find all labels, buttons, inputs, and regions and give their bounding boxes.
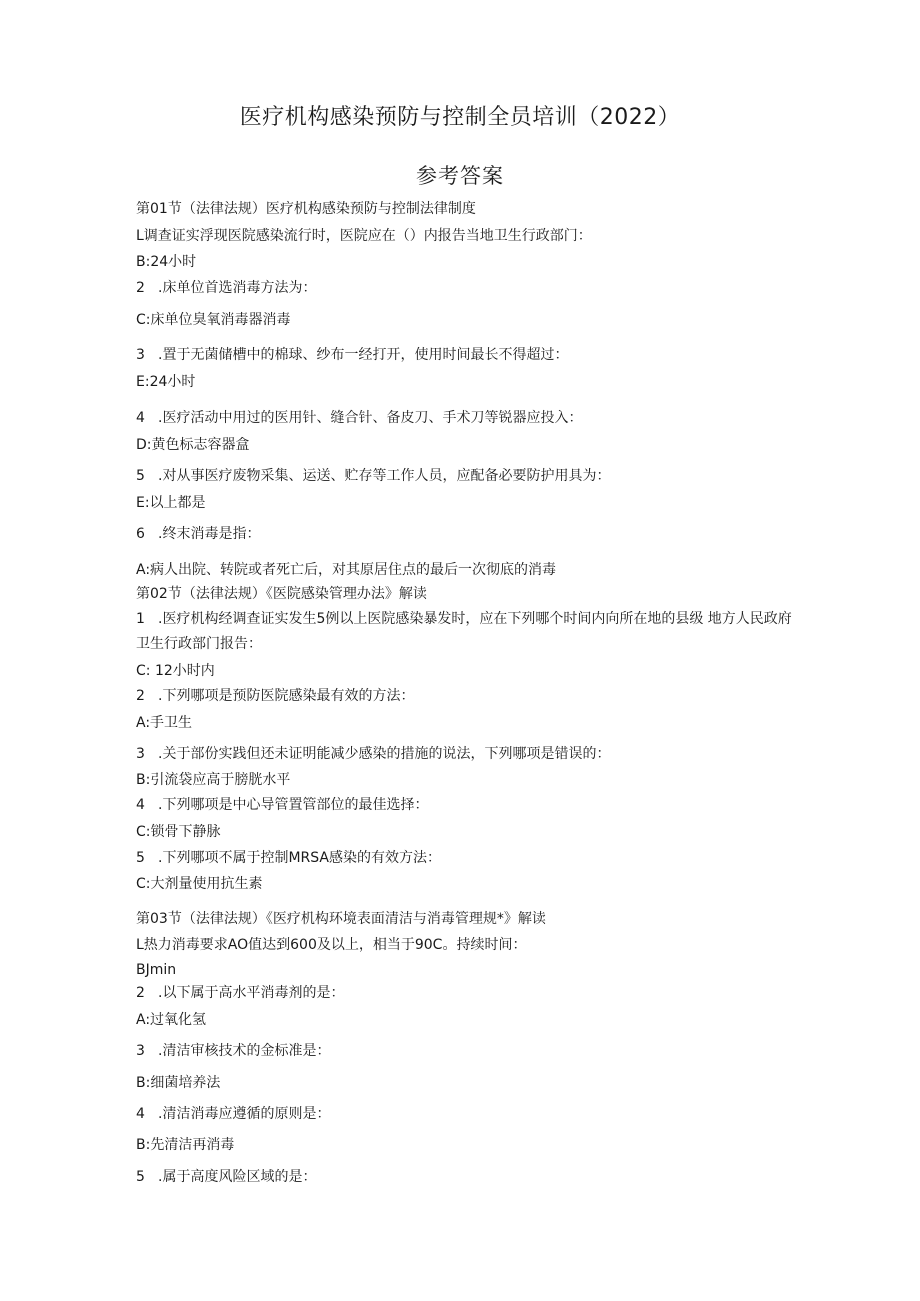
question-text: .床单位首选消毒方法为： xyxy=(158,280,317,296)
question xyxy=(136,227,592,245)
question-text: L热力消毒要求AO值达到600及以上，相当于90C。持续时间： xyxy=(136,937,527,953)
document-title: 医疗机构感染预防与控制全员培训（2022） xyxy=(239,105,681,130)
answer: E:24小时 xyxy=(136,374,196,390)
answer: B:引流袋应高于膀胱水平 xyxy=(136,772,291,788)
answer: A:过氧化氢 xyxy=(136,1012,207,1028)
question-number: 3 xyxy=(136,347,145,363)
question-number: 5 xyxy=(136,468,145,484)
section-heading: 第03节（法律法规）《医疗机构环境表面清洁与消毒管理规*》解读 xyxy=(136,911,546,927)
question-text: .以下属于高水平消毒剂的是： xyxy=(158,985,345,1001)
answer: E:以上都是 xyxy=(136,495,206,511)
answer: C:锁骨下静脉 xyxy=(136,824,221,840)
question-text: .关于部份实践但还未证明能减少感染的措施的说法，下列哪项是错误的： xyxy=(158,746,611,762)
answer: C:床单位臭氧消毒器消毒 xyxy=(136,312,291,328)
question-text: .医疗机构经调查证实发生5例以上医院感染暴发时，应在下列哪个时间内向所在地的县级 地方人民政府卫生行政部门报告： xyxy=(136,611,792,652)
question-number: 2 xyxy=(136,688,145,704)
question xyxy=(136,745,610,763)
question-text: .医疗活动中用过的医用针、缝合针、备皮刀、手术刀等锐器应投入： xyxy=(158,410,583,426)
question-text: .清洁审核技术的金标准是： xyxy=(158,1043,331,1059)
question-text: .终末消毒是指： xyxy=(158,526,261,542)
question-number: 3 xyxy=(136,1043,145,1059)
question-text: L调查证实浮现医院感染流行时，医院应在（）内报告当地卫生行政部门： xyxy=(136,228,592,244)
answer: C:大剂量使用抗生素 xyxy=(136,876,263,892)
question xyxy=(136,796,428,814)
answer: A:病人出院、转院或者死亡后，对其原居住点的最后一次彻底的消毒 xyxy=(136,562,557,578)
answer: B:细菌培养法 xyxy=(136,1075,221,1091)
question-text: .下列哪项是中心导管置管部位的最佳选择： xyxy=(158,797,429,813)
answer: B:24小时 xyxy=(136,254,197,270)
question-number: 6 xyxy=(136,526,145,542)
question-text: .下列哪项是预防医院感染最有效的方法： xyxy=(158,688,415,704)
question xyxy=(136,984,344,1002)
question xyxy=(136,467,610,485)
question xyxy=(136,525,260,543)
question-number: 2 xyxy=(136,280,145,296)
question-number: 3 xyxy=(136,746,145,762)
answer: BJmin xyxy=(136,962,177,978)
question-number: 1 xyxy=(136,611,145,627)
question-number: 5 xyxy=(136,1169,145,1185)
question-number: 4 xyxy=(136,410,145,426)
answer: B:先清洁再消毒 xyxy=(136,1137,235,1153)
question-text: .对从事医疗废物采集、运送、贮存等工作人员，应配备必要防护用具为： xyxy=(158,468,611,484)
question-text: .属于高度风险区域的是： xyxy=(158,1169,317,1185)
question xyxy=(136,607,792,657)
question xyxy=(136,409,582,427)
question-text: .置于无菌储槽中的棉球、纱布一经打开，使用时间最长不得超过： xyxy=(158,347,569,363)
question-text: .清洁消毒应遵循的原则是： xyxy=(158,1106,331,1122)
question-number: 5 xyxy=(136,850,145,866)
question xyxy=(136,1168,316,1186)
section-heading: 第02节（法律法规）《医院感染管理办法》解读 xyxy=(136,586,427,602)
question-number: 2 xyxy=(136,985,145,1001)
answer: A:手卫生 xyxy=(136,715,193,731)
answer: C: 12小时内 xyxy=(136,663,215,679)
question xyxy=(136,687,414,705)
question-number: 4 xyxy=(136,797,145,813)
question-text: .下列哪项不属于控制MRSA感染的有效方法： xyxy=(158,850,441,866)
document-subtitle: 参考答案 xyxy=(416,164,504,188)
question xyxy=(136,936,526,954)
question xyxy=(136,1042,330,1060)
answer: D:黄色标志容器盒 xyxy=(136,437,250,453)
question xyxy=(136,849,441,867)
question xyxy=(136,346,568,364)
question-number: 4 xyxy=(136,1106,145,1122)
question xyxy=(136,279,316,297)
section-heading: 第01节（法律法规）医疗机构感染预防与控制法律制度 xyxy=(136,201,476,217)
question xyxy=(136,1105,330,1123)
